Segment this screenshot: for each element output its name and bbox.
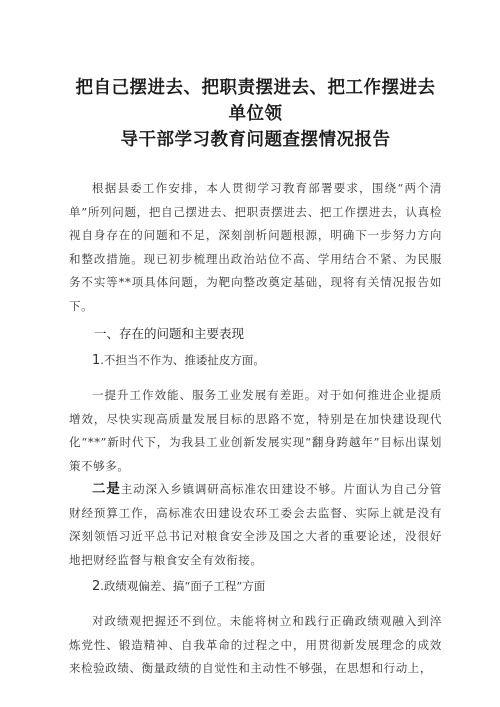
title-line-2: 导干部学习教育问题查摆情况报告 — [120, 130, 391, 150]
subheading-2-number: 2 — [92, 579, 101, 594]
paragraph-2-body: 主动深入乡镇调研高标准农田建设不够。片面认为自己分管财经预算工作，高标准农田建设农环工委会去监督、实际上就是没有深刻领悟习近平总书记对粮食安全涉及国之大者的重要论述，没很好地把财经监督与粮食安全有效衔接。 — [69, 482, 442, 567]
title-line-1: 把自己摆进去、把职责摆进去、把工作摆进去单位领 — [75, 78, 436, 124]
subheading-1 — [69, 349, 442, 372]
paragraph-2 — [69, 478, 442, 572]
paragraph-2-lead: 二是 — [92, 481, 121, 497]
subheading-2-text: .政绩观偏差、搞“面子工程”方面 — [100, 579, 266, 593]
paragraph-1: 一提升工作效能、服务工业发展有差距。对于如何推进企业提质增效，尽快实现高质量发展目标的思路不宽，特别是在加快建设现代化“**”新时代下，为我县工业创新发展实现“翻身跨越年”目标出谋划策不够多。 — [69, 388, 442, 473]
intro-paragraph: 根据县委工作安排，本人贯彻学习教育部署要求，围绕“两个清单”所列问题，把自己摆进去、把职责摆进去、把工作摆进去，认真检视自身存在的问题和不足，深刻剖析问题根源，明确下一步努力方向和整改措施。现已初步梳理出政治站位不高、学用结合不紧、为民服务不实等**项具体问题，为靶向整改奠定基础，现将有关情况报告如下。 — [69, 181, 442, 313]
subheading-1-number: 1 — [92, 353, 101, 368]
paragraph-3: 对政绩观把握还不到位。未能将树立和践行正确政绩观融入到淬炼党性、锻造精神、自我革命的过程之中，用贯彻新发展理念的成效来检验政绩、衡量政绩的自觉性和主动性不够强，在思想和行动上， — [69, 614, 442, 675]
subheading-1-text: .不担当不作为、推诿扯皮方面。 — [100, 353, 265, 367]
document-title — [69, 0, 442, 153]
subheading-2 — [69, 575, 442, 598]
section-heading-1: 一、存在的问题和主要表现 — [94, 326, 245, 341]
